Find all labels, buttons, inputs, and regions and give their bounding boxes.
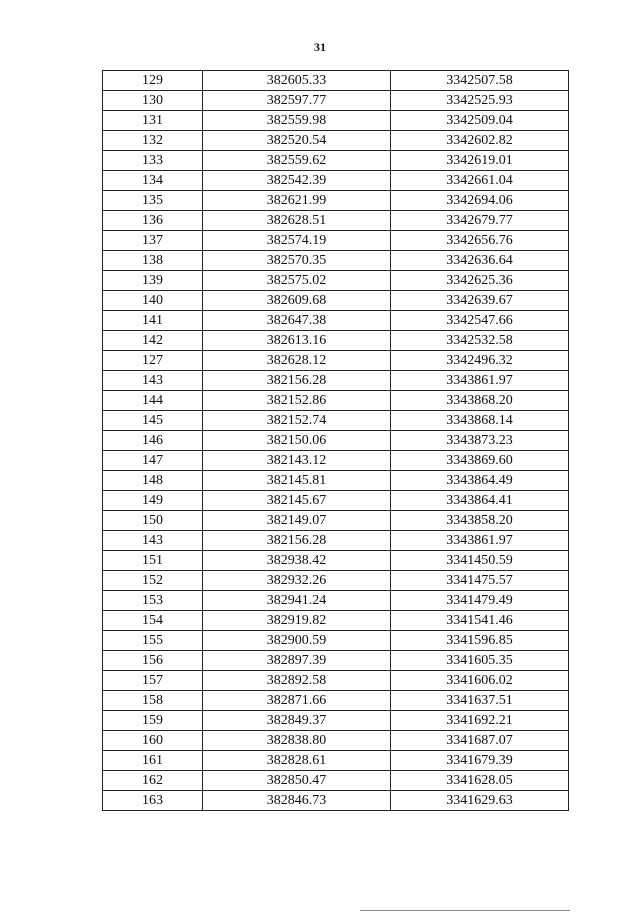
point-number-cell: 130 <box>103 91 203 111</box>
x-coordinate-cell: 382152.86 <box>203 391 391 411</box>
table-row <box>103 711 569 731</box>
y-coordinate-cell: 3342679.77 <box>391 211 569 231</box>
point-number-cell: 149 <box>103 491 203 511</box>
x-coordinate-cell: 382621.99 <box>203 191 391 211</box>
table-row <box>103 511 569 531</box>
y-coordinate-cell: 3343864.49 <box>391 471 569 491</box>
table-row <box>103 111 569 131</box>
page-number: 31 <box>314 40 326 54</box>
y-coordinate-cell: 3341692.21 <box>391 711 569 731</box>
x-coordinate-cell: 382850.47 <box>203 771 391 791</box>
table-row <box>103 771 569 791</box>
point-number-cell: 156 <box>103 651 203 671</box>
x-coordinate-cell: 382143.12 <box>203 451 391 471</box>
point-number-cell: 160 <box>103 731 203 751</box>
x-coordinate-cell: 382574.19 <box>203 231 391 251</box>
point-number-cell: 152 <box>103 571 203 591</box>
table-row <box>103 671 569 691</box>
point-number-cell: 134 <box>103 171 203 191</box>
y-coordinate-cell: 3343858.20 <box>391 511 569 531</box>
x-coordinate-cell: 382938.42 <box>203 551 391 571</box>
x-coordinate-cell: 382575.02 <box>203 271 391 291</box>
table-row <box>103 271 569 291</box>
table-row <box>103 451 569 471</box>
point-number-cell: 157 <box>103 671 203 691</box>
x-coordinate-cell: 382900.59 <box>203 631 391 651</box>
x-coordinate-cell: 382647.38 <box>203 311 391 331</box>
x-coordinate-cell: 382605.33 <box>203 71 391 91</box>
point-number-cell: 140 <box>103 291 203 311</box>
table-row <box>103 631 569 651</box>
y-coordinate-cell: 3342639.67 <box>391 291 569 311</box>
coordinates-table-body <box>103 71 569 811</box>
x-coordinate-cell: 382932.26 <box>203 571 391 591</box>
x-coordinate-cell: 382145.81 <box>203 471 391 491</box>
y-coordinate-cell: 3342547.66 <box>391 311 569 331</box>
y-coordinate-cell: 3341450.59 <box>391 551 569 571</box>
table-row <box>103 231 569 251</box>
table-row <box>103 491 569 511</box>
table-row <box>103 691 569 711</box>
y-coordinate-cell: 3341596.85 <box>391 631 569 651</box>
y-coordinate-cell: 3342619.01 <box>391 151 569 171</box>
x-coordinate-cell: 382828.61 <box>203 751 391 771</box>
y-coordinate-cell: 3341475.57 <box>391 571 569 591</box>
point-number-cell: 147 <box>103 451 203 471</box>
y-coordinate-cell: 3341629.63 <box>391 791 569 811</box>
x-coordinate-cell: 382156.28 <box>203 531 391 551</box>
point-number-cell: 145 <box>103 411 203 431</box>
table-row <box>103 71 569 91</box>
point-number-cell: 162 <box>103 771 203 791</box>
x-coordinate-cell: 382559.62 <box>203 151 391 171</box>
x-coordinate-cell: 382559.98 <box>203 111 391 131</box>
table-row <box>103 131 569 151</box>
point-number-cell: 158 <box>103 691 203 711</box>
x-coordinate-cell: 382897.39 <box>203 651 391 671</box>
table-row <box>103 291 569 311</box>
y-coordinate-cell: 3343869.60 <box>391 451 569 471</box>
y-coordinate-cell: 3341679.39 <box>391 751 569 771</box>
y-coordinate-cell: 3342656.76 <box>391 231 569 251</box>
point-number-cell: 144 <box>103 391 203 411</box>
x-coordinate-cell: 382919.82 <box>203 611 391 631</box>
point-number-cell: 154 <box>103 611 203 631</box>
x-coordinate-cell: 382609.68 <box>203 291 391 311</box>
y-coordinate-cell: 3342525.93 <box>391 91 569 111</box>
point-number-cell: 137 <box>103 231 203 251</box>
x-coordinate-cell: 382871.66 <box>203 691 391 711</box>
x-coordinate-cell: 382628.51 <box>203 211 391 231</box>
table-row <box>103 571 569 591</box>
table-row <box>103 91 569 111</box>
y-coordinate-cell: 3342636.64 <box>391 251 569 271</box>
point-number-cell: 163 <box>103 791 203 811</box>
y-coordinate-cell: 3342694.06 <box>391 191 569 211</box>
x-coordinate-cell: 382941.24 <box>203 591 391 611</box>
point-number-cell: 127 <box>103 351 203 371</box>
x-coordinate-cell: 382849.37 <box>203 711 391 731</box>
x-coordinate-cell: 382149.07 <box>203 511 391 531</box>
y-coordinate-cell: 3342496.32 <box>391 351 569 371</box>
x-coordinate-cell: 382628.12 <box>203 351 391 371</box>
y-coordinate-cell: 3342509.04 <box>391 111 569 131</box>
table-row <box>103 391 569 411</box>
table-row <box>103 531 569 551</box>
table-row <box>103 751 569 771</box>
table-row <box>103 371 569 391</box>
table-row <box>103 411 569 431</box>
table-row <box>103 591 569 611</box>
y-coordinate-cell: 3342625.36 <box>391 271 569 291</box>
table-row <box>103 351 569 371</box>
y-coordinate-cell: 3341687.07 <box>391 731 569 751</box>
table-row <box>103 211 569 231</box>
point-number-cell: 143 <box>103 371 203 391</box>
y-coordinate-cell: 3342507.58 <box>391 71 569 91</box>
y-coordinate-cell: 3343864.41 <box>391 491 569 511</box>
point-number-cell: 135 <box>103 191 203 211</box>
table-row <box>103 251 569 271</box>
point-number-cell: 129 <box>103 71 203 91</box>
y-coordinate-cell: 3343868.14 <box>391 411 569 431</box>
point-number-cell: 151 <box>103 551 203 571</box>
point-number-cell: 139 <box>103 271 203 291</box>
x-coordinate-cell: 382150.06 <box>203 431 391 451</box>
point-number-cell: 146 <box>103 431 203 451</box>
x-coordinate-cell: 382570.35 <box>203 251 391 271</box>
x-coordinate-cell: 382520.54 <box>203 131 391 151</box>
x-coordinate-cell: 382542.39 <box>203 171 391 191</box>
table-row <box>103 331 569 351</box>
table-row <box>103 171 569 191</box>
point-number-cell: 155 <box>103 631 203 651</box>
table-row <box>103 431 569 451</box>
y-coordinate-cell: 3343873.23 <box>391 431 569 451</box>
x-coordinate-cell: 382892.58 <box>203 671 391 691</box>
coordinates-table <box>102 70 569 811</box>
x-coordinate-cell: 382846.73 <box>203 791 391 811</box>
point-number-cell: 148 <box>103 471 203 491</box>
x-coordinate-cell: 382597.77 <box>203 91 391 111</box>
table-row <box>103 191 569 211</box>
x-coordinate-cell: 382156.28 <box>203 371 391 391</box>
x-coordinate-cell: 382838.80 <box>203 731 391 751</box>
y-coordinate-cell: 3343861.97 <box>391 371 569 391</box>
y-coordinate-cell: 3342661.04 <box>391 171 569 191</box>
table-row <box>103 611 569 631</box>
point-number-cell: 153 <box>103 591 203 611</box>
y-coordinate-cell: 3342532.58 <box>391 331 569 351</box>
table-row <box>103 791 569 811</box>
point-number-cell: 161 <box>103 751 203 771</box>
table-row <box>103 471 569 491</box>
y-coordinate-cell: 3343861.97 <box>391 531 569 551</box>
y-coordinate-cell: 3342602.82 <box>391 131 569 151</box>
y-coordinate-cell: 3341637.51 <box>391 691 569 711</box>
point-number-cell: 142 <box>103 331 203 351</box>
x-coordinate-cell: 382613.16 <box>203 331 391 351</box>
table-row <box>103 731 569 751</box>
point-number-cell: 133 <box>103 151 203 171</box>
point-number-cell: 138 <box>103 251 203 271</box>
point-number-cell: 141 <box>103 311 203 331</box>
point-number-cell: 159 <box>103 711 203 731</box>
y-coordinate-cell: 3343868.20 <box>391 391 569 411</box>
y-coordinate-cell: 3341606.02 <box>391 671 569 691</box>
point-number-cell: 150 <box>103 511 203 531</box>
table-row <box>103 311 569 331</box>
table-row <box>103 651 569 671</box>
point-number-cell: 131 <box>103 111 203 131</box>
point-number-cell: 132 <box>103 131 203 151</box>
table-row <box>103 551 569 571</box>
point-number-cell: 143 <box>103 531 203 551</box>
x-coordinate-cell: 382152.74 <box>203 411 391 431</box>
y-coordinate-cell: 3341541.46 <box>391 611 569 631</box>
x-coordinate-cell: 382145.67 <box>203 491 391 511</box>
y-coordinate-cell: 3341479.49 <box>391 591 569 611</box>
y-coordinate-cell: 3341628.05 <box>391 771 569 791</box>
point-number-cell: 136 <box>103 211 203 231</box>
table-row <box>103 151 569 171</box>
footer-divider <box>360 910 570 911</box>
y-coordinate-cell: 3341605.35 <box>391 651 569 671</box>
